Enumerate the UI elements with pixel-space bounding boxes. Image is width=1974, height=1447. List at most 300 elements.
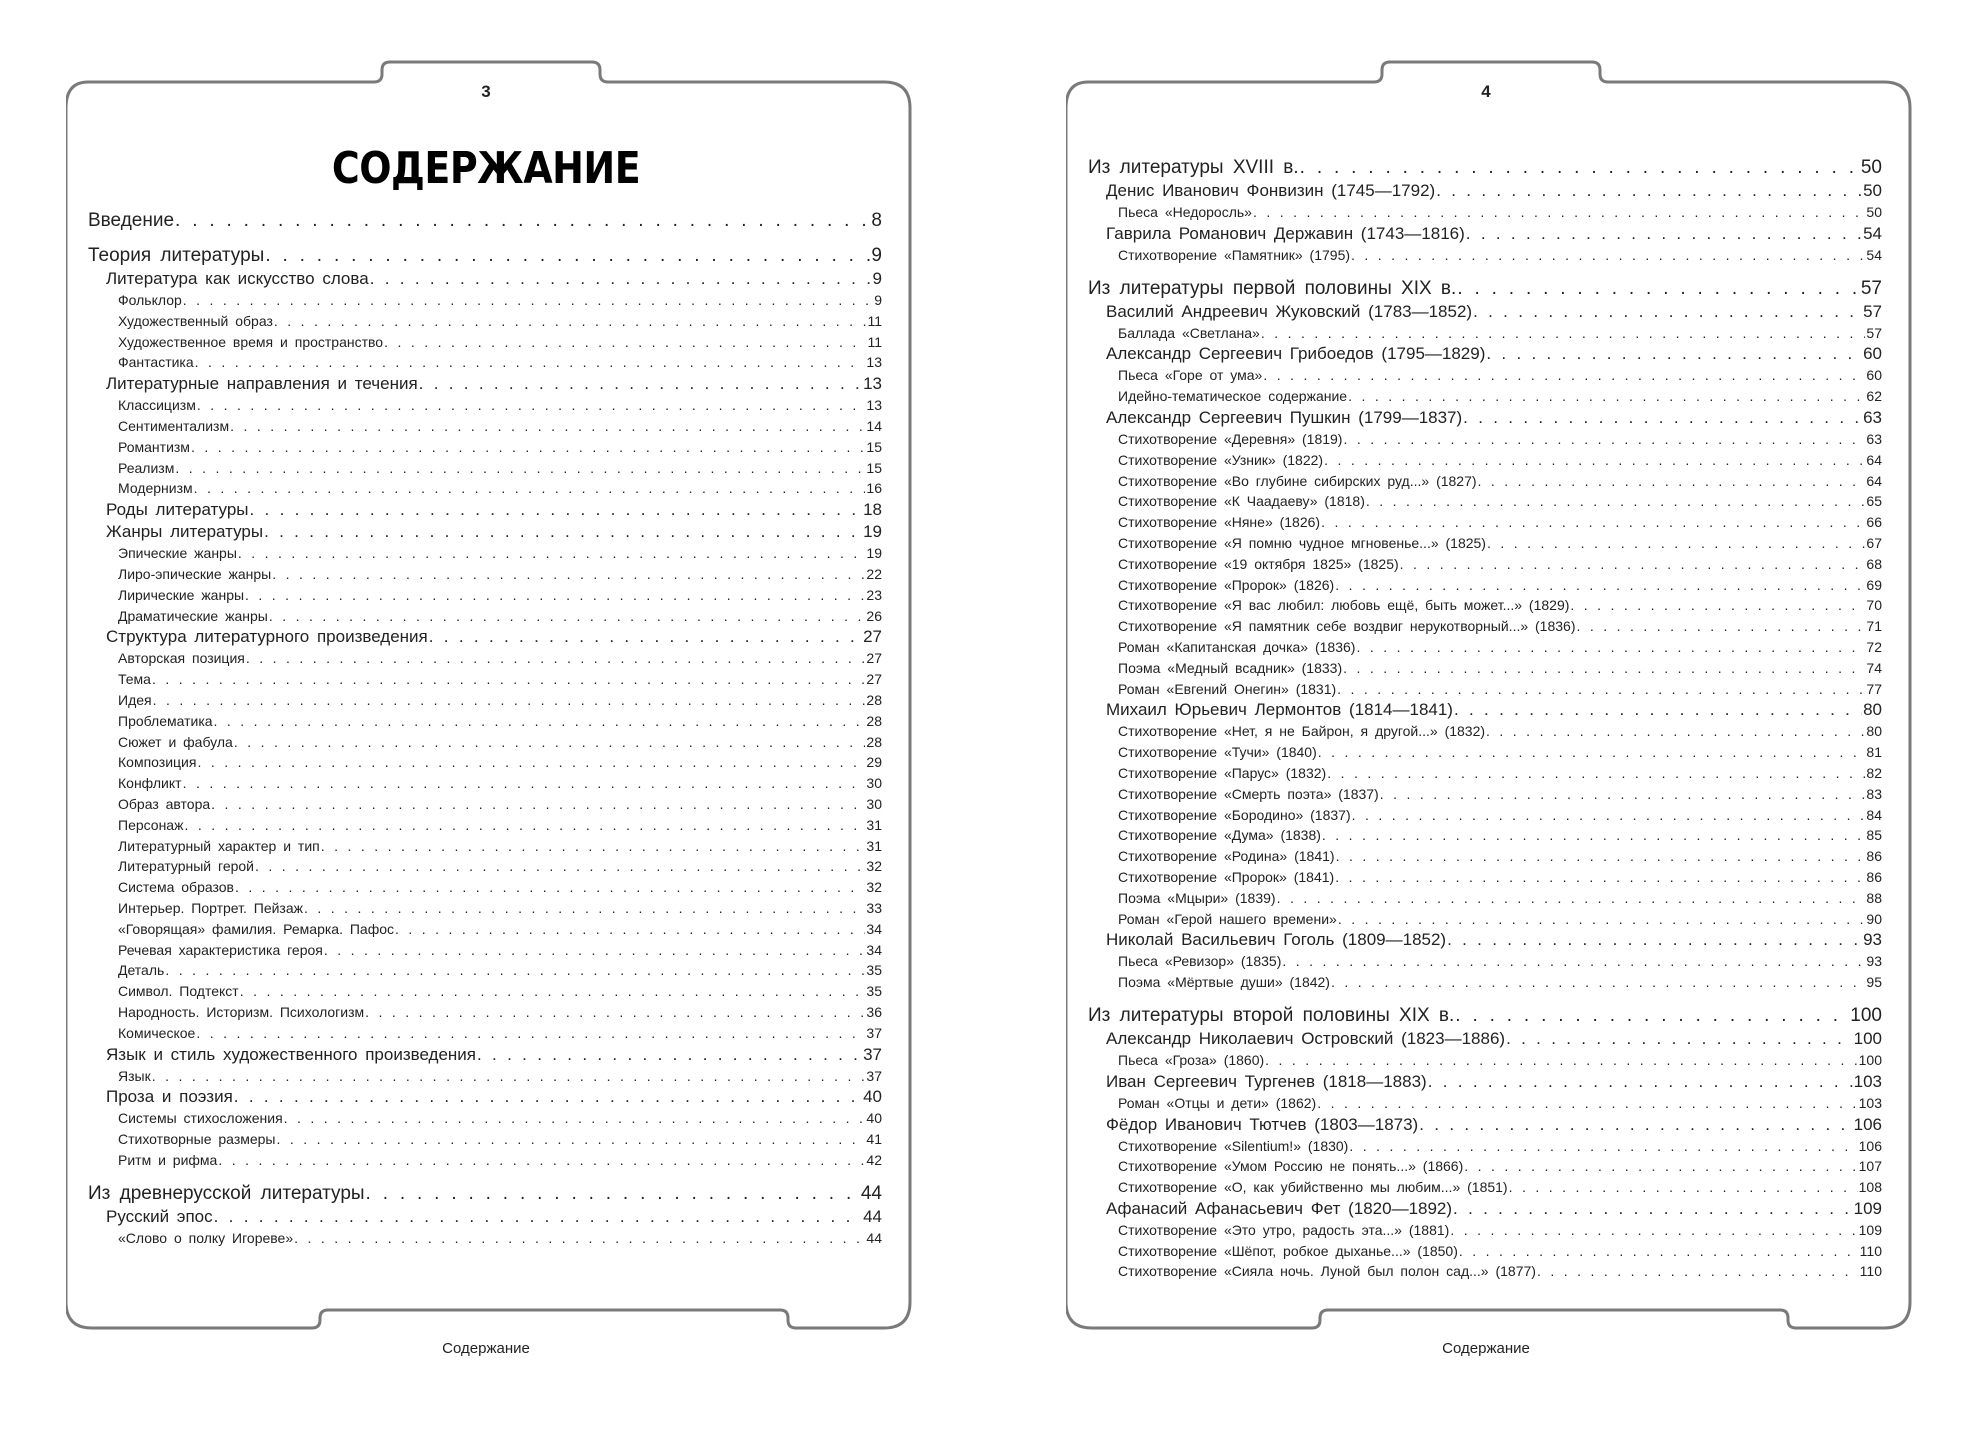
toc-chapter[interactable] (88, 1206, 882, 1228)
toc-entry-title: Стихотворение «Пророк» (1826) (1118, 576, 1335, 593)
toc-entry-title: Пьеса «Гроза» (1860) (1118, 1051, 1265, 1068)
toc-entry-title: Роман «Отцы и дети» (1862) (1118, 1094, 1317, 1111)
toc-page-number: 27 (866, 671, 882, 688)
toc-page-number: 44 (860, 1182, 882, 1204)
toc-page-number: 69 (1866, 576, 1882, 593)
toc-page-number: 110 (1859, 1242, 1882, 1259)
toc-item[interactable] (1088, 595, 1882, 616)
toc-item[interactable] (88, 981, 882, 1002)
toc-page-number: 32 (866, 858, 882, 875)
toc-chapter[interactable] (1088, 1114, 1882, 1136)
toc-item[interactable] (88, 690, 882, 711)
toc-item[interactable] (1088, 951, 1882, 972)
toc-section[interactable] (88, 243, 882, 268)
toc-chapter[interactable] (88, 1086, 882, 1108)
toc-entry-title: Русский эпос (106, 1206, 213, 1226)
toc-entry-title: Стихотворение «Я памятник себе воздвиг нерукотворный...» (1836) (1118, 618, 1576, 635)
toc-entry-title: Классицизм (118, 397, 196, 414)
dot-leader (1336, 846, 1866, 867)
toc-item[interactable] (88, 458, 882, 479)
dot-leader (165, 960, 865, 981)
toc-entry-title: Композиция (118, 754, 197, 771)
toc-page-number: 37 (863, 1044, 882, 1064)
toc-entry-title: Фантастика (118, 354, 194, 371)
dot-leader (269, 606, 866, 627)
toc-entry-title: Персонаж (118, 816, 184, 833)
toc-entry-title: Структура литературного произведения (106, 627, 428, 647)
dot-leader (197, 395, 866, 416)
toc-item[interactable] (1088, 1177, 1882, 1198)
toc-entry-title: Литературный характер и тип (118, 837, 320, 854)
toc-item[interactable] (1088, 386, 1882, 407)
toc-page-number: 100 (1850, 1004, 1882, 1026)
dot-leader (1486, 343, 1862, 365)
dot-leader (477, 1044, 862, 1066)
toc-entry-title: Художественный образ (118, 312, 273, 329)
toc-entry-title: Авторская позиция (118, 650, 245, 667)
toc-page-number: 93 (1866, 953, 1882, 970)
toc-page-number: 13 (866, 354, 882, 371)
toc-entry-title: Роман «Капитанская дочка» (1836) (1118, 638, 1356, 655)
left-page (66, 0, 926, 1447)
toc-page-number: 66 (1866, 514, 1882, 531)
toc-item[interactable] (88, 877, 882, 898)
toc-page-number: 90 (1866, 910, 1882, 927)
toc-page-number: 109 (1858, 1221, 1882, 1238)
toc-chapter[interactable] (1088, 343, 1882, 365)
toc-entry-title: Конфликт (118, 775, 182, 792)
dot-leader (196, 1023, 865, 1044)
toc-page-number: 81 (1866, 744, 1882, 761)
toc-item[interactable] (1088, 616, 1882, 637)
toc-entry-title: Роман «Герой нашего времени» (1118, 910, 1337, 927)
toc-page-number: 65 (1866, 493, 1882, 510)
dot-leader (152, 1066, 866, 1087)
toc-item[interactable] (88, 794, 882, 815)
dot-leader (1463, 407, 1862, 429)
toc-page-number: 9 (874, 292, 882, 308)
toc-page-number: 29 (866, 754, 882, 771)
dot-leader (304, 898, 865, 919)
toc-item[interactable] (88, 669, 882, 690)
dot-leader (1537, 1261, 1859, 1282)
toc-page-number: 82 (1866, 764, 1882, 781)
toc-item[interactable] (1088, 825, 1882, 846)
toc-page-number: 11 (867, 312, 882, 329)
dot-leader (1331, 972, 1865, 993)
dot-leader (277, 1129, 866, 1150)
toc-item[interactable] (1088, 784, 1882, 805)
toc-entry-title: Интерьер. Портрет. Пейзаж (118, 899, 303, 916)
toc-entry-title: Стихотворение «Silentium!» (1830) (1118, 1137, 1349, 1154)
toc-page-number: 40 (863, 1087, 882, 1107)
toc-page-number: 60 (1863, 344, 1882, 364)
toc-entry-title: Тема (118, 671, 151, 688)
toc-page-number: 35 (866, 983, 882, 1000)
toc-page-number: 71 (1866, 618, 1882, 635)
toc-page-number: 31 (866, 816, 882, 833)
dot-leader (1487, 533, 1865, 554)
toc-entry-title: Иван Сергеевич Тургенев (1818—1883) (1106, 1071, 1427, 1091)
toc-page-number: 37 (866, 1024, 882, 1041)
dot-leader (1478, 471, 1866, 492)
toc-page-number: 74 (1866, 659, 1882, 676)
toc-item[interactable] (88, 395, 882, 416)
toc-page-number: 100 (1858, 1051, 1882, 1068)
dot-leader (1356, 637, 1865, 658)
toc-page-number: 9 (872, 269, 882, 288)
toc-chapter[interactable] (1088, 1198, 1882, 1220)
toc-item[interactable] (1088, 721, 1882, 742)
toc-item[interactable] (1088, 658, 1882, 679)
toc-entry-title: Стихотворение «Умом Россию не понять...» (1866) (1118, 1158, 1464, 1175)
toc-item[interactable] (88, 836, 882, 857)
toc-page-number: 37 (866, 1067, 882, 1084)
dot-leader (1419, 1114, 1852, 1136)
toc-page-number: 30 (866, 795, 882, 812)
toc-item[interactable] (1088, 679, 1882, 700)
toc-item[interactable] (88, 1150, 882, 1171)
toc-page-number: 44 (866, 1229, 882, 1246)
toc-entry-title: Стихотворение «Узник» (1822) (1118, 451, 1324, 468)
toc-entry-title: Стихотворение «Я вас любил: любовь ещё, быть может...» (1829) (1118, 597, 1570, 614)
dot-leader (1509, 1177, 1858, 1198)
toc-entry-title: Народность. Историзм. Психологизм (118, 1003, 365, 1020)
toc-chapter[interactable] (1088, 180, 1882, 202)
dot-leader (1400, 554, 1866, 575)
toc-item[interactable] (1088, 742, 1882, 763)
dot-leader (1506, 1028, 1853, 1050)
toc-page-number: 68 (1866, 555, 1882, 572)
toc-item[interactable] (88, 898, 882, 919)
dot-leader (1277, 888, 1866, 909)
dot-leader (324, 940, 866, 961)
toc-page-number: 27 (863, 627, 882, 647)
toc-entry-title: Теория литературы (88, 245, 265, 266)
toc-item[interactable] (1088, 450, 1882, 471)
dot-leader (211, 794, 865, 815)
toc-item[interactable] (88, 732, 882, 753)
toc-item[interactable] (88, 919, 882, 940)
toc-section[interactable] (1088, 1003, 1882, 1028)
toc-chapter[interactable] (1088, 1071, 1882, 1093)
toc-chapter[interactable] (1088, 407, 1882, 429)
toc-item[interactable] (88, 416, 882, 437)
dot-leader (152, 669, 865, 690)
toc-entry-title: Романтизм (118, 438, 190, 455)
toc-page-number: 30 (866, 775, 882, 792)
toc-chapter[interactable] (88, 1044, 882, 1066)
toc-entry-title: Василий Андреевич Жуковский (1783—1852) (1106, 301, 1473, 321)
dot-leader (1380, 784, 1866, 805)
dot-leader (238, 543, 866, 564)
toc-entry-title: Поэма «Мцыри» (1839) (1118, 889, 1276, 906)
toc-chapter[interactable] (88, 499, 882, 521)
toc-item[interactable] (88, 564, 882, 585)
toc-item[interactable] (1088, 909, 1882, 930)
toc-page-number: 11 (867, 333, 882, 350)
toc-section[interactable] (1088, 155, 1882, 180)
dot-leader (246, 648, 866, 669)
toc-entry-title: Николай Васильевич Гоголь (1809—1852) (1106, 930, 1447, 950)
toc-page-number: 95 (1866, 974, 1882, 991)
dot-leader (153, 690, 866, 711)
toc-chapter[interactable] (1088, 699, 1882, 721)
dot-leader (264, 521, 862, 543)
toc-chapter[interactable] (1088, 223, 1882, 245)
toc-entry-title: Пьеса «Ревизор» (1835) (1118, 953, 1282, 970)
toc-item[interactable] (88, 585, 882, 606)
toc-entry-title: «Говорящая» фамилия. Ремарка. Пафос (118, 920, 395, 937)
dot-leader (197, 752, 865, 773)
toc-page-number: 57 (1860, 277, 1882, 299)
toc-page-number: 64 (1866, 451, 1882, 468)
toc-item[interactable] (88, 856, 882, 877)
toc-entry-title: Из литературы второй половины XIX в. (1088, 1004, 1455, 1026)
dot-leader (1343, 429, 1865, 450)
table-of-contents (88, 208, 882, 1248)
toc-page-number: 83 (1866, 785, 1882, 802)
toc-page-number: 80 (1866, 723, 1882, 740)
toc-page-number: 35 (866, 962, 882, 979)
dot-leader (265, 243, 870, 268)
toc-item[interactable] (88, 606, 882, 627)
toc-item[interactable] (88, 543, 882, 564)
toc-section[interactable] (88, 1181, 882, 1206)
toc-page-number: 84 (1866, 806, 1882, 823)
toc-entry-title: Александр Николаевич Островский (1823—1886) (1106, 1028, 1506, 1048)
toc-page-number: 42 (866, 1151, 882, 1168)
toc-section[interactable] (88, 208, 882, 233)
toc-item[interactable] (88, 1023, 882, 1044)
toc-section[interactable] (1088, 276, 1882, 301)
toc-item[interactable] (88, 290, 882, 311)
toc-item[interactable] (88, 1002, 882, 1023)
toc-item[interactable] (1088, 365, 1882, 386)
toc-item[interactable] (1088, 202, 1882, 223)
toc-item[interactable] (1088, 471, 1882, 492)
toc-item[interactable] (1088, 323, 1882, 344)
toc-entry-title: Стихотворение «Памятник» (1795) (1118, 246, 1351, 263)
dot-leader (1343, 658, 1865, 679)
toc-page-number: 33 (866, 899, 882, 916)
toc-page-number: 63 (1866, 430, 1882, 447)
dot-leader (1324, 450, 1865, 471)
dot-leader (1454, 699, 1862, 721)
toc-entry-title: Символ. Подтекст (118, 983, 239, 1000)
toc-item[interactable] (1088, 1241, 1882, 1262)
toc-item[interactable] (1088, 1261, 1882, 1282)
toc-item[interactable] (88, 960, 882, 981)
toc-item[interactable] (88, 478, 882, 499)
toc-item[interactable] (1088, 1050, 1882, 1071)
toc-entry-title: Из древнерусской литературы (88, 1182, 365, 1204)
toc-item[interactable] (1088, 575, 1882, 596)
toc-entry-title: Сюжет и фабула (118, 733, 233, 750)
dot-leader (274, 311, 867, 332)
dot-leader (1300, 155, 1860, 180)
toc-entry-title: Стихотворение «Няне» (1826) (1118, 514, 1321, 531)
dot-leader (175, 458, 865, 479)
toc-item[interactable] (1088, 846, 1882, 867)
toc-item[interactable] (1088, 512, 1882, 533)
toc-entry-title: Стихотворение «Шёпот, робкое дыханье...» (1850) (1118, 1242, 1458, 1259)
toc-item[interactable] (1088, 245, 1882, 266)
toc-item[interactable] (88, 1228, 882, 1249)
dot-leader (1457, 276, 1860, 301)
toc-page-number: 27 (866, 650, 882, 667)
toc-page-number: 16 (866, 480, 882, 497)
toc-entry-title: Поэма «Медный всадник» (1833) (1118, 659, 1343, 676)
toc-page-number: 44 (863, 1206, 882, 1226)
toc-entry-title: Гаврила Романович Державин (1743—1816) (1106, 223, 1465, 243)
toc-page-number: 32 (866, 879, 882, 896)
toc-item[interactable] (88, 332, 882, 353)
toc-entry-title: Стихотворение «Пророк» (1841) (1118, 868, 1335, 885)
toc-page-number: 34 (866, 920, 882, 937)
toc-page-number: 110 (1859, 1263, 1882, 1280)
toc-page-number: 40 (866, 1110, 882, 1127)
toc-item[interactable] (88, 940, 882, 961)
toc-page-number: 34 (866, 941, 882, 958)
toc-page-number: 8 (871, 210, 882, 231)
toc-page-number: 41 (866, 1131, 882, 1148)
toc-entry-title: Фёдор Иванович Тютчев (1803—1873) (1106, 1114, 1419, 1134)
dot-leader (250, 499, 863, 521)
toc-item[interactable] (1088, 533, 1882, 554)
toc-entry-title: Введение (88, 210, 175, 231)
dot-leader (218, 1150, 865, 1171)
toc-entry-title: Проза и поэзия (106, 1087, 233, 1107)
toc-entry-title: Деталь (118, 962, 165, 979)
dot-leader (1450, 1220, 1857, 1241)
toc-page-number: 88 (1866, 889, 1882, 906)
toc-item[interactable] (88, 815, 882, 836)
toc-chapter[interactable] (88, 521, 882, 543)
dot-leader (1473, 301, 1862, 323)
toc-item[interactable] (88, 773, 882, 794)
toc-page-number: 108 (1858, 1179, 1882, 1196)
toc-chapter[interactable] (1088, 929, 1882, 951)
dot-leader (183, 290, 873, 311)
toc-item[interactable] (1088, 972, 1882, 993)
toc-page-number: 100 (1853, 1028, 1882, 1048)
dot-leader (1317, 1093, 1857, 1114)
toc-chapter[interactable] (1088, 1028, 1882, 1050)
toc-item[interactable] (1088, 888, 1882, 909)
dot-leader (294, 1228, 865, 1249)
toc-item[interactable] (1088, 1093, 1882, 1114)
dot-leader (1349, 1136, 1857, 1157)
toc-page-number: 50 (1866, 204, 1882, 220)
dot-leader (1352, 805, 1866, 826)
dot-leader (429, 626, 862, 648)
toc-page-number: 13 (863, 374, 882, 394)
toc-item[interactable] (1088, 491, 1882, 512)
toc-page-number: 36 (866, 1003, 882, 1020)
toc-item[interactable] (88, 1066, 882, 1087)
dot-leader (365, 1002, 865, 1023)
toc-item[interactable] (1088, 805, 1882, 826)
toc-page-number: 18 (863, 500, 882, 520)
toc-entry-title: Жанры литературы (106, 522, 264, 542)
toc-item[interactable] (1088, 867, 1882, 888)
toc-entry-title: Лирические жанры (118, 586, 245, 603)
toc-item[interactable] (88, 752, 882, 773)
toc-page-number: 93 (1863, 930, 1882, 950)
dot-leader (234, 1086, 862, 1108)
dot-leader (1486, 721, 1865, 742)
toc-chapter[interactable] (1088, 301, 1882, 323)
toc-item[interactable] (88, 1129, 882, 1150)
dot-leader (1366, 491, 1866, 512)
toc-item[interactable] (1088, 429, 1882, 450)
toc-item[interactable] (1088, 554, 1882, 575)
dot-leader (191, 437, 865, 458)
toc-entry-title: Стихотворение «Парус» (1832) (1118, 764, 1327, 781)
toc-page-number: 13 (866, 397, 882, 414)
toc-item[interactable] (88, 1108, 882, 1129)
toc-entry-title: Стихотворение «Тучи» (1840) (1118, 744, 1317, 761)
toc-item[interactable] (88, 352, 882, 373)
dot-leader (214, 1206, 862, 1228)
toc-item[interactable] (1088, 1136, 1882, 1157)
dot-leader (284, 1108, 866, 1129)
toc-item[interactable] (88, 311, 882, 332)
toc-item[interactable] (88, 711, 882, 732)
toc-item[interactable] (88, 437, 882, 458)
section-spacer (1088, 993, 1882, 1003)
dot-leader (1447, 929, 1862, 951)
toc-page-number: 80 (1863, 700, 1882, 720)
toc-entry-title: Эпические жанры (118, 545, 237, 562)
toc-entry-title: Идейно-тематическое содержание (1118, 388, 1348, 405)
toc-item[interactable] (1088, 1220, 1882, 1241)
dot-leader (1265, 1050, 1857, 1071)
toc-page-number: 86 (1866, 848, 1882, 865)
dot-leader (1466, 223, 1862, 245)
toc-item[interactable] (1088, 1156, 1882, 1177)
dot-leader (1428, 1071, 1853, 1093)
toc-entry-title: Стихотворные размеры (118, 1131, 276, 1148)
toc-entry-title: Из литературы первой половины XIX в. (1088, 277, 1457, 299)
toc-item[interactable] (88, 648, 882, 669)
toc-chapter[interactable] (88, 373, 882, 395)
toc-entry-title: Стихотворение «19 октября 1825» (1825) (1118, 555, 1399, 572)
dot-leader (1453, 1198, 1853, 1220)
toc-entry-title: Язык и стиль художественного произведения (106, 1044, 477, 1064)
toc-entry-title: Поэма «Мёртвые души» (1842) (1118, 974, 1330, 991)
toc-item[interactable] (1088, 763, 1882, 784)
toc-entry-title: Литературные направления и течения (106, 374, 418, 394)
toc-chapter[interactable] (88, 626, 882, 648)
toc-entry-title: Стихотворение «Бородино» (1837) (1118, 806, 1351, 823)
toc-entry-title: «Слово о полку Игореве» (118, 1229, 294, 1246)
toc-entry-title: Литература как искусство слова (106, 269, 369, 288)
toc-page-number: 70 (1866, 597, 1882, 614)
toc-chapter[interactable] (88, 268, 882, 290)
toc-entry-title: Роды литературы (106, 500, 249, 520)
dot-leader (234, 732, 866, 753)
dot-leader (1327, 763, 1865, 784)
dot-leader (214, 711, 866, 732)
toc-item[interactable] (1088, 637, 1882, 658)
toc-page-number: 77 (1866, 680, 1882, 697)
toc-page-number: 64 (1866, 472, 1882, 489)
toc-entry-title: Александр Сергеевич Грибоедов (1795—1829) (1106, 344, 1486, 364)
toc-page-number: 85 (1866, 827, 1882, 844)
toc-page-number: 19 (866, 545, 882, 562)
